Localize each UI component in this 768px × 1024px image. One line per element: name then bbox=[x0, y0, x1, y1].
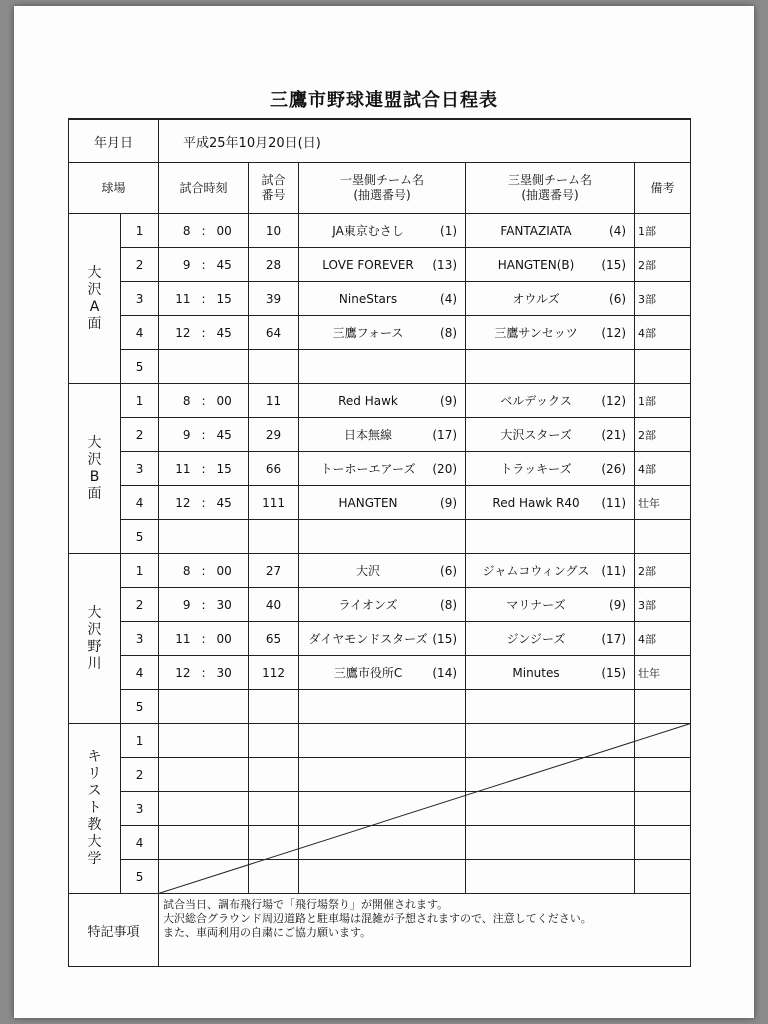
game-time bbox=[159, 622, 249, 656]
table-row bbox=[69, 520, 691, 554]
row-number: 4 bbox=[121, 826, 159, 860]
time-colon: : bbox=[201, 223, 206, 238]
first-base-team bbox=[299, 724, 466, 758]
third-base-team-name: 大沢スターズ bbox=[500, 428, 572, 442]
time-colon: : bbox=[201, 325, 206, 340]
table-row bbox=[69, 248, 691, 282]
first-base-team bbox=[299, 418, 466, 452]
first-base-team bbox=[299, 452, 466, 486]
notes-cell: 1部 bbox=[635, 214, 691, 248]
first-base-team-name: 日本無線 bbox=[344, 428, 393, 442]
header-game-no-line2: 番号 bbox=[261, 188, 286, 202]
table-row bbox=[69, 316, 691, 350]
row-number: 3 bbox=[121, 452, 159, 486]
time-hour: 8 bbox=[182, 223, 191, 238]
notes-cell: 2部 bbox=[635, 418, 691, 452]
game-number bbox=[249, 690, 299, 724]
table-row bbox=[69, 758, 691, 792]
game-number bbox=[249, 860, 299, 894]
table-row bbox=[69, 690, 691, 724]
table-row bbox=[69, 418, 691, 452]
first-base-team-name: JA東京むさし bbox=[332, 224, 404, 238]
venue-char: キ bbox=[87, 749, 102, 765]
time-hour: 8 bbox=[182, 393, 191, 408]
table-row bbox=[69, 826, 691, 860]
first-base-team bbox=[299, 248, 466, 282]
first-base-team bbox=[299, 214, 466, 248]
venue-char: 教 bbox=[87, 817, 102, 833]
game-number: 111 bbox=[249, 486, 299, 520]
third-base-team-name: Red Hawk R40 bbox=[492, 495, 580, 510]
special-note-line: また、車両利用の自粛にご協力願います。 bbox=[163, 926, 372, 939]
time-colon: : bbox=[201, 631, 206, 646]
first-base-team-name: 三鷹フォース bbox=[332, 326, 404, 340]
table-row bbox=[69, 452, 691, 486]
row-number: 1 bbox=[121, 724, 159, 758]
date-row bbox=[69, 119, 691, 163]
venue-name bbox=[69, 384, 121, 554]
time-minute: 00 bbox=[216, 393, 232, 408]
notes-cell: 3部 bbox=[635, 588, 691, 622]
row-number: 5 bbox=[121, 690, 159, 724]
game-time bbox=[159, 792, 249, 826]
third-base-team bbox=[466, 452, 635, 486]
game-number: 66 bbox=[249, 452, 299, 486]
game-number: 39 bbox=[249, 282, 299, 316]
third-base-team-name: Minutes bbox=[512, 665, 560, 680]
header-notes: 備考 bbox=[635, 163, 691, 214]
game-number: 27 bbox=[249, 554, 299, 588]
venue-char: 学 bbox=[87, 851, 102, 867]
special-note-line: 試合当日、調布飛行場で「飛行場祭り」が開催されます。 bbox=[163, 898, 449, 911]
first-base-team bbox=[299, 486, 466, 520]
third-base-team bbox=[466, 486, 635, 520]
notes-cell bbox=[635, 826, 691, 860]
first-base-draw-number: (14) bbox=[432, 665, 458, 680]
third-base-team bbox=[466, 282, 635, 316]
game-number: 64 bbox=[249, 316, 299, 350]
first-base-draw-number: (15) bbox=[432, 631, 458, 646]
notes-cell bbox=[635, 724, 691, 758]
venue-char: 面 bbox=[87, 315, 102, 332]
row-number: 5 bbox=[121, 350, 159, 384]
time-minute: 00 bbox=[216, 631, 232, 646]
third-base-team-name: 三鷹サンセッツ bbox=[494, 326, 578, 340]
first-base-draw-number: (6) bbox=[440, 563, 458, 578]
game-time bbox=[159, 350, 249, 384]
row-number: 3 bbox=[121, 622, 159, 656]
table-row bbox=[69, 724, 691, 758]
game-time bbox=[159, 452, 249, 486]
schedule-table bbox=[68, 118, 691, 967]
row-number: 4 bbox=[121, 656, 159, 690]
table-row bbox=[69, 860, 691, 894]
header-game-no-line1: 試合 bbox=[261, 173, 286, 187]
notes-cell: 4部 bbox=[635, 452, 691, 486]
third-base-team bbox=[466, 520, 635, 554]
third-base-team bbox=[466, 860, 635, 894]
game-time bbox=[159, 656, 249, 690]
time-minute: 15 bbox=[216, 291, 232, 306]
first-base-draw-number: (9) bbox=[440, 495, 458, 510]
table-row bbox=[69, 214, 691, 248]
third-base-team bbox=[466, 248, 635, 282]
game-number: 29 bbox=[249, 418, 299, 452]
notes-cell: 4部 bbox=[635, 622, 691, 656]
table-row bbox=[69, 554, 691, 588]
row-number: 2 bbox=[121, 758, 159, 792]
row-number: 3 bbox=[121, 792, 159, 826]
venue-char: ス bbox=[87, 783, 102, 799]
third-base-team-name: ジャムコウィングス bbox=[482, 564, 590, 578]
first-base-team bbox=[299, 316, 466, 350]
table-row bbox=[69, 588, 691, 622]
game-time bbox=[159, 486, 249, 520]
time-colon: : bbox=[201, 461, 206, 476]
game-time bbox=[159, 248, 249, 282]
first-base-draw-number: (8) bbox=[440, 325, 458, 340]
game-number bbox=[249, 758, 299, 792]
third-base-team bbox=[466, 758, 635, 792]
special-notes-text bbox=[159, 894, 691, 967]
first-base-team bbox=[299, 622, 466, 656]
first-base-team-name: Red Hawk bbox=[338, 393, 398, 408]
game-time bbox=[159, 724, 249, 758]
time-minute: 45 bbox=[216, 257, 232, 272]
third-base-team bbox=[466, 792, 635, 826]
time-hour: 9 bbox=[182, 597, 191, 612]
notes-cell: 壮年 bbox=[635, 486, 691, 520]
game-number: 10 bbox=[249, 214, 299, 248]
third-base-team bbox=[466, 554, 635, 588]
game-number: 11 bbox=[249, 384, 299, 418]
notes-cell bbox=[635, 860, 691, 894]
time-colon: : bbox=[201, 257, 206, 272]
first-base-team-name: LOVE FOREVER bbox=[322, 257, 414, 272]
row-number: 1 bbox=[121, 554, 159, 588]
header-first-base bbox=[299, 163, 466, 214]
header-venue: 球場 bbox=[69, 163, 159, 214]
third-base-draw-number: (15) bbox=[601, 257, 627, 272]
row-number: 1 bbox=[121, 214, 159, 248]
third-base-draw-number: (21) bbox=[601, 427, 627, 442]
venue-char: 沢 bbox=[87, 281, 102, 298]
table-row bbox=[69, 282, 691, 316]
third-base-team bbox=[466, 214, 635, 248]
time-colon: : bbox=[201, 665, 206, 680]
table-row bbox=[69, 350, 691, 384]
third-base-team bbox=[466, 384, 635, 418]
time-hour: 9 bbox=[182, 257, 191, 272]
first-base-draw-number: (1) bbox=[440, 223, 458, 238]
special-note-line: 大沢総合グラウンド周辺道路と駐車場は混雑が予想されますので、注意してください。 bbox=[163, 912, 592, 925]
table-row bbox=[69, 384, 691, 418]
table-row bbox=[69, 792, 691, 826]
game-time bbox=[159, 282, 249, 316]
time-colon: : bbox=[201, 291, 206, 306]
time-colon: : bbox=[201, 597, 206, 612]
first-base-team bbox=[299, 554, 466, 588]
notes-cell bbox=[635, 350, 691, 384]
schedule-sheet bbox=[14, 6, 754, 1018]
row-number: 3 bbox=[121, 282, 159, 316]
third-base-team bbox=[466, 690, 635, 724]
game-time bbox=[159, 554, 249, 588]
venue-char: リ bbox=[87, 766, 102, 782]
time-colon: : bbox=[201, 427, 206, 442]
row-number: 2 bbox=[121, 248, 159, 282]
header-game-no bbox=[249, 163, 299, 214]
third-base-team bbox=[466, 418, 635, 452]
third-base-team bbox=[466, 656, 635, 690]
time-colon: : bbox=[201, 393, 206, 408]
table-row bbox=[69, 656, 691, 690]
venue-char: 面 bbox=[87, 485, 102, 502]
first-base-team-name: トーホーエアーズ bbox=[320, 462, 416, 476]
third-base-draw-number: (11) bbox=[601, 563, 627, 578]
venue-name bbox=[69, 214, 121, 384]
game-time bbox=[159, 690, 249, 724]
third-base-draw-number: (4) bbox=[609, 223, 627, 238]
first-base-draw-number: (17) bbox=[432, 427, 458, 442]
row-number: 4 bbox=[121, 486, 159, 520]
third-base-draw-number: (15) bbox=[601, 665, 627, 680]
time-hour: 8 bbox=[182, 563, 191, 578]
first-base-draw-number: (9) bbox=[440, 393, 458, 408]
game-time bbox=[159, 860, 249, 894]
first-base-team bbox=[299, 350, 466, 384]
notes-cell: 4部 bbox=[635, 316, 691, 350]
header-first-base-line1: 一塁側チーム名 bbox=[340, 173, 425, 187]
game-time bbox=[159, 418, 249, 452]
third-base-team bbox=[466, 826, 635, 860]
venue-char: 沢 bbox=[87, 621, 102, 638]
first-base-team bbox=[299, 690, 466, 724]
time-minute: 15 bbox=[216, 461, 232, 476]
first-base-team bbox=[299, 758, 466, 792]
time-minute: 00 bbox=[216, 223, 232, 238]
game-number: 112 bbox=[249, 656, 299, 690]
header-third-base-line2: (抽選番号) bbox=[521, 188, 579, 202]
row-number: 4 bbox=[121, 316, 159, 350]
time-hour: 12 bbox=[175, 665, 191, 680]
game-number: 28 bbox=[249, 248, 299, 282]
venue-char: 沢 bbox=[87, 451, 102, 468]
first-base-draw-number: (4) bbox=[440, 291, 458, 306]
game-time bbox=[159, 588, 249, 622]
first-base-team-name: HANGTEN bbox=[338, 495, 398, 510]
notes-cell bbox=[635, 690, 691, 724]
venue-char: 大 bbox=[87, 834, 102, 850]
game-time bbox=[159, 520, 249, 554]
notes-cell: 2部 bbox=[635, 554, 691, 588]
first-base-team-name: 三鷹市役所C bbox=[333, 666, 403, 680]
third-base-draw-number: (26) bbox=[601, 461, 627, 476]
time-minute: 45 bbox=[216, 325, 232, 340]
date-value: 平成25年10月20日(日) bbox=[159, 119, 691, 163]
first-base-draw-number: (8) bbox=[440, 597, 458, 612]
game-number bbox=[249, 724, 299, 758]
venue-name bbox=[69, 724, 121, 894]
row-number: 2 bbox=[121, 588, 159, 622]
third-base-draw-number: (17) bbox=[601, 631, 627, 646]
first-base-team-name: ライオンズ bbox=[338, 598, 398, 612]
row-number: 5 bbox=[121, 860, 159, 894]
special-notes-row bbox=[69, 894, 691, 967]
third-base-draw-number: (11) bbox=[601, 495, 627, 510]
header-time: 試合時刻 bbox=[159, 163, 249, 214]
time-colon: : bbox=[201, 563, 206, 578]
page-title: 三鷹市野球連盟試合日程表 bbox=[270, 90, 498, 111]
header-third-base-line1: 三塁側チーム名 bbox=[508, 173, 593, 187]
header-third-base bbox=[466, 163, 635, 214]
game-number bbox=[249, 350, 299, 384]
game-number bbox=[249, 826, 299, 860]
venue-char: ト bbox=[87, 800, 102, 816]
time-minute: 45 bbox=[216, 427, 232, 442]
first-base-team-name: ダイヤモンドスターズ bbox=[308, 632, 428, 646]
first-base-team bbox=[299, 282, 466, 316]
third-base-team-name: ベルデックス bbox=[500, 394, 572, 408]
venue-char: 川 bbox=[87, 655, 102, 672]
header-first-base-line2: (抽選番号) bbox=[353, 188, 411, 202]
time-hour: 11 bbox=[175, 631, 191, 646]
notes-cell bbox=[635, 792, 691, 826]
first-base-team bbox=[299, 384, 466, 418]
venue-char: 大 bbox=[87, 434, 102, 451]
third-base-team-name: マリナーズ bbox=[506, 598, 566, 612]
third-base-team-name: トラッキーズ bbox=[500, 462, 572, 476]
time-hour: 11 bbox=[175, 291, 191, 306]
special-notes-label: 特記事項 bbox=[69, 894, 159, 967]
time-hour: 12 bbox=[175, 495, 191, 510]
time-minute: 00 bbox=[216, 563, 232, 578]
third-base-team bbox=[466, 316, 635, 350]
venue-char: A bbox=[89, 298, 100, 315]
game-number bbox=[249, 520, 299, 554]
row-number: 1 bbox=[121, 384, 159, 418]
third-base-draw-number: (12) bbox=[601, 393, 627, 408]
notes-cell bbox=[635, 520, 691, 554]
third-base-team-name: オウルズ bbox=[512, 292, 560, 306]
third-base-team bbox=[466, 588, 635, 622]
time-hour: 12 bbox=[175, 325, 191, 340]
notes-cell: 壮年 bbox=[635, 656, 691, 690]
game-time bbox=[159, 384, 249, 418]
first-base-team bbox=[299, 520, 466, 554]
notes-cell: 1部 bbox=[635, 384, 691, 418]
first-base-team bbox=[299, 792, 466, 826]
notes-cell: 3部 bbox=[635, 282, 691, 316]
time-colon: : bbox=[201, 495, 206, 510]
notes-cell: 2部 bbox=[635, 248, 691, 282]
third-base-team bbox=[466, 622, 635, 656]
first-base-team bbox=[299, 826, 466, 860]
third-base-draw-number: (6) bbox=[609, 291, 627, 306]
table-row bbox=[69, 622, 691, 656]
first-base-team bbox=[299, 588, 466, 622]
venue-name bbox=[69, 554, 121, 724]
game-number: 65 bbox=[249, 622, 299, 656]
time-minute: 30 bbox=[216, 665, 232, 680]
first-base-draw-number: (13) bbox=[432, 257, 458, 272]
third-base-team bbox=[466, 724, 635, 758]
venue-char: 野 bbox=[87, 638, 102, 655]
game-number bbox=[249, 792, 299, 826]
first-base-team-name: 大沢 bbox=[356, 564, 381, 578]
third-base-draw-number: (9) bbox=[609, 597, 627, 612]
first-base-team bbox=[299, 656, 466, 690]
first-base-team-name: NineStars bbox=[338, 291, 398, 306]
game-number: 40 bbox=[249, 588, 299, 622]
venue-char: 大 bbox=[87, 604, 102, 621]
third-base-team bbox=[466, 350, 635, 384]
table-row bbox=[69, 486, 691, 520]
time-minute: 30 bbox=[216, 597, 232, 612]
first-base-team bbox=[299, 860, 466, 894]
game-time bbox=[159, 316, 249, 350]
game-time bbox=[159, 826, 249, 860]
time-minute: 45 bbox=[216, 495, 232, 510]
third-base-draw-number: (12) bbox=[601, 325, 627, 340]
game-time bbox=[159, 214, 249, 248]
date-label: 年月日 bbox=[69, 119, 159, 163]
game-time bbox=[159, 758, 249, 792]
row-number: 2 bbox=[121, 418, 159, 452]
venue-char: B bbox=[89, 468, 100, 485]
third-base-team-name: HANGTEN(B) bbox=[497, 257, 575, 272]
first-base-draw-number: (20) bbox=[432, 461, 458, 476]
notes-cell bbox=[635, 758, 691, 792]
third-base-team-name: FANTAZIATA bbox=[500, 223, 572, 238]
time-hour: 9 bbox=[182, 427, 191, 442]
third-base-team-name: ジンジーズ bbox=[506, 632, 566, 646]
venue-char: 大 bbox=[87, 264, 102, 281]
time-hour: 11 bbox=[175, 461, 191, 476]
row-number: 5 bbox=[121, 520, 159, 554]
header-row bbox=[69, 163, 691, 214]
